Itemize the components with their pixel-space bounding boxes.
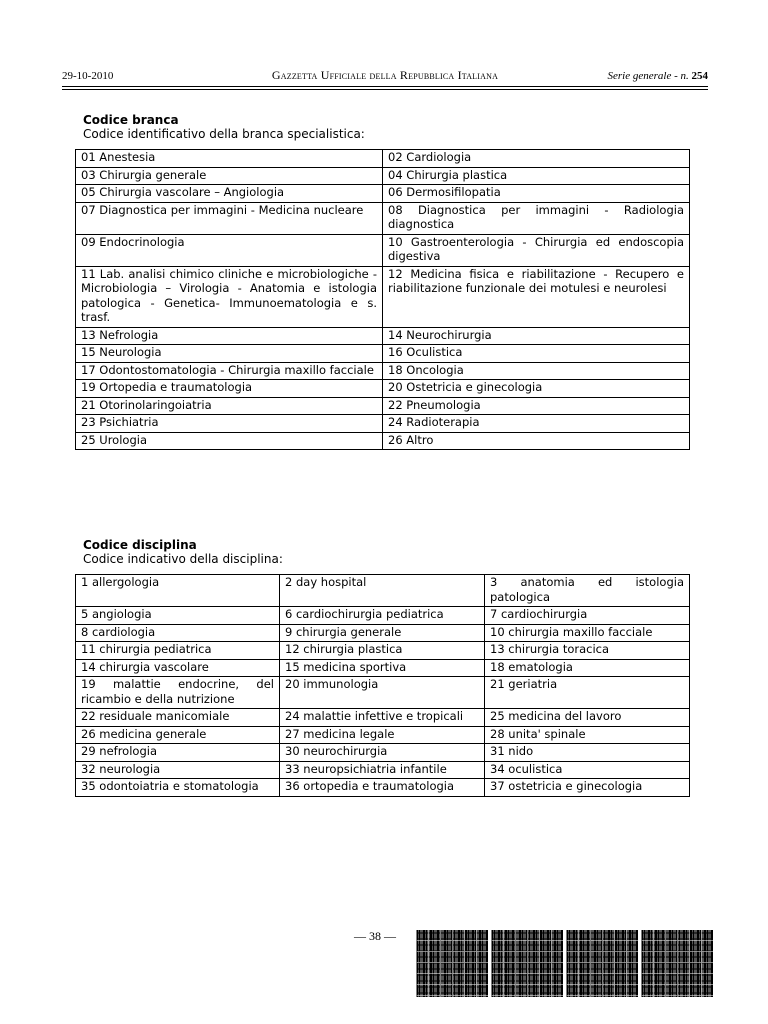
table-cell: 14 Neurochirurgia [383,327,690,345]
page-header [62,70,708,84]
table-cell: 13 chirurgia toracica [485,642,690,660]
table-cell: 06 Dermosifilopatia [383,185,690,203]
disciplina-table [75,574,690,797]
table-row [76,624,690,642]
table-cell: 16 Oculistica [383,345,690,363]
barcode-image [416,930,488,997]
table-cell: 04 Chirurgia plastica [383,167,690,185]
table-cell: 10 Gastroenterologia - Chirurgia ed endoscopia digestiva [383,234,690,266]
table-cell: 17 Odontostomatologia - Chirurgia maxillo facciale [76,362,383,380]
table-cell: 27 medicina legale [280,726,485,744]
table-cell: 31 nido [485,744,690,762]
table-cell: 13 Nefrologia [76,327,383,345]
table-cell: 14 chirurgia vascolare [76,659,280,677]
table-row [76,234,690,266]
table-row [76,575,690,607]
branca-subtitle: Codice identificativo della branca specialistica: [83,127,365,141]
table-row [76,380,690,398]
disciplina-title: Codice disciplina [83,538,197,552]
header-title: Gazzetta Ufficiale della Repubblica Italiana [271,68,499,82]
header-date: 29-10-2010 [62,70,114,82]
table-row [76,761,690,779]
table-row [76,397,690,415]
table-cell: 32 neurologia [76,761,280,779]
table-row [76,659,690,677]
table-cell: 34 oculistica [485,761,690,779]
table-cell: 20 Ostetricia e ginecologia [383,380,690,398]
table-row [76,709,690,727]
table-cell: 09 Endocrinologia [76,234,383,266]
table-row [76,642,690,660]
table-cell: 21 geriatria [485,677,690,709]
table-cell: 15 medicina sportiva [280,659,485,677]
table-cell: 03 Chirurgia generale [76,167,383,185]
table-cell: 26 Altro [383,432,690,450]
table-cell: 01 Anestesia [76,150,383,168]
table-cell: 11 chirurgia pediatrica [76,642,280,660]
barcode-image [641,930,713,997]
table-row [76,744,690,762]
table-cell: 12 Medicina fisica e riabilitazione - Recupero e riabilitazione funzionale dei motulesi e neurolesi [383,266,690,327]
table-cell: 7 cardiochirurgia [485,607,690,625]
branca-table [75,149,690,450]
table-row [76,415,690,433]
table-cell: 2 day hospital [280,575,485,607]
table-cell: 08 Diagnostica per immagini - Radiologia diagnostica [383,202,690,234]
table-row [76,432,690,450]
table-cell: 19 malattie endocrine, del ricambio e della nutrizione [76,677,280,709]
table-cell: 8 cardiologia [76,624,280,642]
table-cell: 9 chirurgia generale [280,624,485,642]
table-cell: 19 Ortopedia e traumatologia [76,380,383,398]
table-row [76,185,690,203]
table-cell: 1 allergologia [76,575,280,607]
table-cell: 6 cardiochirurgia pediatrica [280,607,485,625]
header-rule-bottom [62,89,708,90]
table-cell: 28 unita' spinale [485,726,690,744]
table-cell: 22 residuale manicomiale [76,709,280,727]
table-cell: 23 Psichiatria [76,415,383,433]
table-row [76,150,690,168]
table-cell: 20 immunologia [280,677,485,709]
table-row [76,202,690,234]
table-cell: 33 neuropsichiatria infantile [280,761,485,779]
table-cell: 25 medicina del lavoro [485,709,690,727]
header-rule-top [62,86,708,87]
table-cell: 02 Cardiologia [383,150,690,168]
table-row [76,266,690,327]
table-row [76,677,690,709]
table-row [76,327,690,345]
table-cell: 18 ematologia [485,659,690,677]
table-row [76,726,690,744]
table-cell: 12 chirurgia plastica [280,642,485,660]
table-cell: 35 odontoiatria e stomatologia [76,779,280,797]
disciplina-subtitle: Codice indicativo della disciplina: [83,552,283,566]
table-row [76,362,690,380]
table-cell: 18 Oncologia [383,362,690,380]
barcode-image [491,930,563,997]
table-cell: 24 Radioterapia [383,415,690,433]
table-cell: 26 medicina generale [76,726,280,744]
barcode-image [566,930,638,997]
table-cell: 30 neurochirurgia [280,744,485,762]
table-cell: 24 malattie infettive e tropicali [280,709,485,727]
table-cell: 21 Otorinolaringoiatria [76,397,383,415]
table-cell: 29 nefrologia [76,744,280,762]
table-cell: 07 Diagnostica per immagini - Medicina nucleare [76,202,383,234]
table-cell: 37 ostetricia e ginecologia [485,779,690,797]
table-cell: 15 Neurologia [76,345,383,363]
table-cell: 10 chirurgia maxillo facciale [485,624,690,642]
header-series [608,70,709,82]
table-cell: 3 anatomia ed istologia patologica [485,575,690,607]
table-cell: 11 Lab. analisi chimico cliniche e microbiologiche - Microbiologia – Virologia - Anatomia e istologia patologica - Genetica- Immunoematologia e s. trasf. [76,266,383,327]
table-row [76,167,690,185]
table-cell: 05 Chirurgia vascolare – Angiologia [76,185,383,203]
table-cell: 36 ortopedia e traumatologia [280,779,485,797]
table-cell: 5 angiologia [76,607,280,625]
table-cell: 22 Pneumologia [383,397,690,415]
header-series-number: 254 [691,70,708,82]
table-cell: 25 Urologia [76,432,383,450]
table-row [76,607,690,625]
branca-title: Codice branca [83,113,179,127]
header-series-label: Serie generale - n. [607,70,689,82]
page-number: — 38 — [354,929,396,943]
table-row [76,345,690,363]
table-row [76,779,690,797]
